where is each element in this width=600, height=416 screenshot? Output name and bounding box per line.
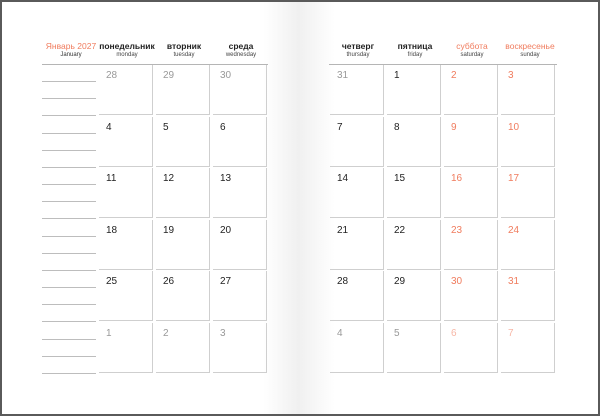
day-name-en: thursday bbox=[346, 52, 370, 58]
day-cell[interactable] bbox=[156, 271, 210, 321]
day-number: 2 bbox=[451, 70, 457, 81]
day-cell[interactable] bbox=[501, 271, 555, 321]
day-cell[interactable] bbox=[387, 323, 441, 373]
day-number: 9 bbox=[451, 121, 457, 133]
note-line[interactable] bbox=[42, 133, 96, 134]
day-number: 12 bbox=[163, 173, 175, 184]
day-number: 14 bbox=[337, 173, 349, 184]
day-cell[interactable] bbox=[213, 117, 267, 167]
day-number: 27 bbox=[220, 276, 232, 287]
day-header-tuesday bbox=[156, 41, 212, 58]
note-line[interactable] bbox=[42, 201, 96, 202]
day-header-friday bbox=[387, 41, 443, 58]
day-number: 26 bbox=[163, 276, 175, 287]
day-number: 11 bbox=[106, 173, 117, 184]
day-cell[interactable] bbox=[387, 271, 441, 321]
day-number: 16 bbox=[451, 173, 463, 184]
day-cell[interactable] bbox=[213, 65, 267, 115]
day-name-en: wednesday bbox=[225, 52, 257, 58]
day-number: 7 bbox=[508, 327, 514, 339]
day-number: 30 bbox=[220, 70, 232, 81]
calendar-spread bbox=[2, 2, 598, 414]
day-cell[interactable] bbox=[99, 65, 153, 115]
day-cell[interactable] bbox=[444, 220, 498, 270]
day-number: 20 bbox=[220, 224, 232, 236]
month-name-en: January bbox=[60, 52, 82, 58]
day-cell[interactable] bbox=[387, 168, 441, 218]
day-name: воскресенье bbox=[505, 41, 555, 51]
note-line[interactable] bbox=[42, 150, 96, 151]
day-name: пятница bbox=[397, 41, 433, 51]
day-header-sunday bbox=[500, 41, 560, 58]
day-name-en: friday bbox=[407, 52, 423, 58]
day-cell[interactable] bbox=[99, 220, 153, 270]
day-number: 6 bbox=[451, 327, 457, 339]
day-number: 31 bbox=[337, 70, 349, 81]
day-number: 24 bbox=[508, 224, 520, 236]
day-number: 28 bbox=[106, 70, 118, 81]
day-number: 10 bbox=[508, 121, 520, 133]
day-cell[interactable] bbox=[213, 220, 267, 270]
day-cell[interactable] bbox=[99, 323, 153, 373]
day-number: 1 bbox=[394, 70, 400, 81]
day-number: 5 bbox=[163, 121, 169, 133]
day-name-en: saturday bbox=[460, 52, 484, 58]
day-cell[interactable] bbox=[99, 271, 153, 321]
note-line[interactable] bbox=[42, 373, 96, 374]
day-number: 3 bbox=[220, 327, 226, 339]
note-line[interactable] bbox=[42, 287, 96, 288]
day-name: вторник bbox=[166, 41, 202, 51]
day-cell[interactable] bbox=[213, 271, 267, 321]
day-cell[interactable] bbox=[501, 65, 555, 115]
day-cell[interactable] bbox=[444, 117, 498, 167]
day-name: понедельник bbox=[99, 41, 155, 51]
day-number: 18 bbox=[106, 224, 118, 236]
day-cell[interactable] bbox=[156, 168, 210, 218]
day-number: 19 bbox=[163, 224, 175, 236]
day-number: 17 bbox=[508, 173, 520, 184]
day-number: 4 bbox=[106, 121, 112, 133]
note-line[interactable] bbox=[42, 184, 96, 185]
note-line[interactable] bbox=[42, 356, 96, 357]
note-line[interactable] bbox=[42, 253, 96, 254]
day-header-thursday bbox=[330, 41, 386, 58]
day-number: 7 bbox=[337, 121, 343, 133]
day-cell[interactable] bbox=[387, 65, 441, 115]
day-name: среда bbox=[228, 41, 254, 51]
day-number: 22 bbox=[394, 224, 406, 236]
day-header-saturday bbox=[444, 41, 500, 58]
day-number: 6 bbox=[220, 121, 226, 133]
day-number: 2 bbox=[163, 327, 169, 339]
month-name: Январь 2027 bbox=[45, 41, 97, 51]
day-number: 25 bbox=[106, 276, 118, 287]
day-cell[interactable] bbox=[444, 65, 498, 115]
day-cell[interactable] bbox=[156, 220, 210, 270]
day-cell[interactable] bbox=[444, 168, 498, 218]
day-cell[interactable] bbox=[501, 220, 555, 270]
note-line[interactable] bbox=[42, 115, 96, 116]
day-name: суббота bbox=[456, 41, 488, 51]
day-cell[interactable] bbox=[330, 65, 384, 115]
day-cell[interactable] bbox=[330, 323, 384, 373]
note-line[interactable] bbox=[42, 236, 96, 237]
day-cell[interactable] bbox=[444, 323, 498, 373]
note-line[interactable] bbox=[42, 304, 96, 305]
day-name-en: monday bbox=[116, 52, 138, 58]
day-header-monday bbox=[99, 41, 155, 58]
day-number: 15 bbox=[394, 173, 406, 184]
day-number: 31 bbox=[508, 276, 520, 287]
day-cell[interactable] bbox=[156, 323, 210, 373]
day-cell[interactable] bbox=[387, 220, 441, 270]
day-header-wednesday bbox=[213, 41, 269, 58]
day-cell[interactable] bbox=[330, 271, 384, 321]
day-cell[interactable] bbox=[387, 117, 441, 167]
note-line[interactable] bbox=[42, 321, 96, 322]
day-number: 5 bbox=[394, 327, 400, 339]
day-number: 1 bbox=[106, 327, 112, 339]
note-line[interactable] bbox=[42, 218, 96, 219]
month-header bbox=[42, 41, 100, 58]
day-number: 23 bbox=[451, 224, 463, 236]
day-number: 13 bbox=[220, 173, 232, 184]
note-line[interactable] bbox=[42, 81, 96, 82]
day-cell[interactable] bbox=[213, 168, 267, 218]
day-name: четверг bbox=[341, 41, 375, 51]
day-cell[interactable] bbox=[501, 323, 555, 373]
day-cell[interactable] bbox=[444, 271, 498, 321]
note-line[interactable] bbox=[42, 270, 96, 271]
day-number: 29 bbox=[163, 70, 175, 81]
note-line[interactable] bbox=[42, 98, 96, 99]
day-number: 4 bbox=[337, 327, 343, 339]
day-cell[interactable] bbox=[213, 323, 267, 373]
note-line[interactable] bbox=[42, 167, 96, 168]
day-cell[interactable] bbox=[99, 117, 153, 167]
note-line[interactable] bbox=[42, 339, 96, 340]
day-number: 30 bbox=[451, 276, 463, 287]
day-number: 3 bbox=[508, 70, 514, 81]
right-page bbox=[299, 2, 598, 414]
day-number: 29 bbox=[394, 276, 406, 287]
day-number: 8 bbox=[394, 121, 400, 133]
day-cell[interactable] bbox=[330, 117, 384, 167]
day-number: 28 bbox=[337, 276, 349, 287]
day-name-en: sunday bbox=[520, 52, 540, 58]
day-cell[interactable] bbox=[330, 168, 384, 218]
day-number: 21 bbox=[337, 224, 349, 236]
left-page bbox=[2, 2, 299, 414]
day-name-en: tuesday bbox=[173, 52, 195, 58]
day-cell[interactable] bbox=[330, 220, 384, 270]
day-cell[interactable] bbox=[501, 117, 555, 167]
day-cell[interactable] bbox=[99, 168, 153, 218]
day-cell[interactable] bbox=[156, 117, 210, 167]
day-cell[interactable] bbox=[156, 65, 210, 115]
day-cell[interactable] bbox=[501, 168, 555, 218]
